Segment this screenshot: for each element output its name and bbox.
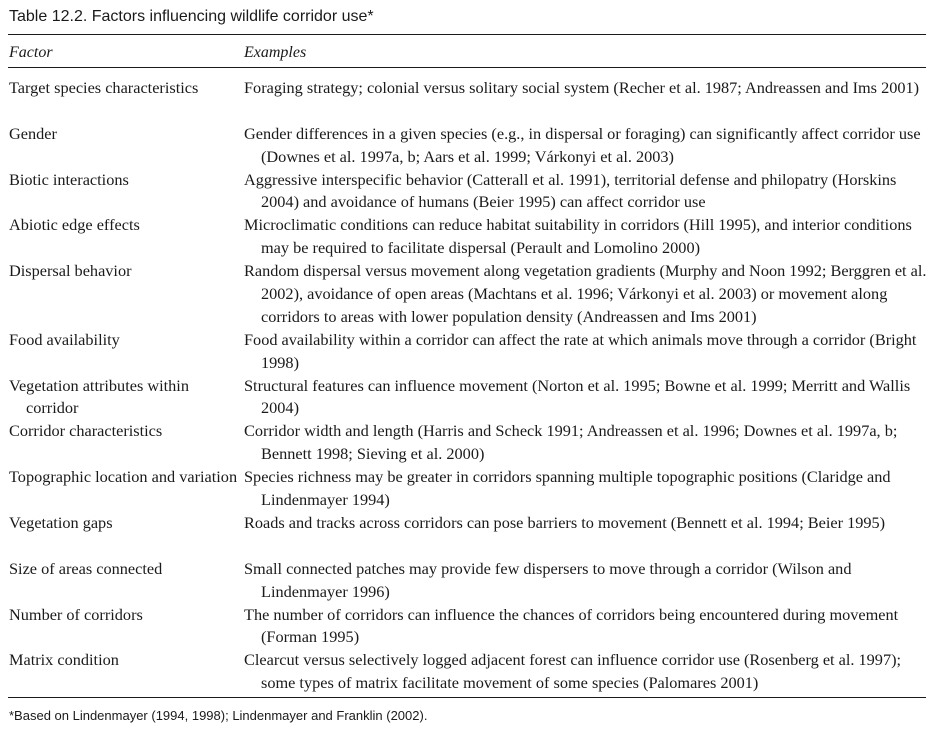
table-row — [0, 123, 945, 169]
factor-cell: Abiotic edge effects — [9, 215, 140, 235]
examples-cell: Foraging strategy; colonial versus solitary social system (Recher et al. 1987; Andreassen and Ims 2001) — [244, 78, 920, 97]
table-row — [0, 466, 945, 512]
table-row — [0, 604, 945, 650]
factor-cell: Dispersal behavior — [9, 261, 132, 281]
table-body — [0, 77, 945, 695]
factor-cell: Corridor characteristics — [9, 421, 163, 441]
table-row — [0, 214, 945, 260]
table-row — [0, 512, 945, 558]
factor-cell: Biotic interactions — [9, 169, 129, 189]
factor-cell: Size of areas connected — [9, 558, 163, 578]
bottom-rule — [8, 697, 926, 698]
examples-cell: Small connected patches may provide few dispersers to move through a corridor (Wilson and Lindenmayer 1996) — [244, 558, 852, 601]
examples-cell: Food availability within a corridor can affect the rate at which animals move through a corridor (Bright 1998) — [244, 329, 917, 372]
examples-cell: Structural features can influence movement (Norton et al. 1995; Bowne et al. 1999; Merritt and Wallis 2004) — [244, 375, 911, 418]
table-row — [0, 260, 945, 329]
factor-cell: Food availability — [9, 329, 120, 349]
factor-cell: Topographic location and variation — [9, 467, 238, 487]
table-caption: Table 12.2. Factors influencing wildlife corridor use* — [9, 8, 374, 25]
examples-cell: Corridor width and length (Harris and Scheck 1991; Andreassen et al. 1996; Downes et al. 1997a, b; Bennett 1998; Sieving et al. 2000) — [244, 421, 898, 464]
table-footnote: *Based on Lindenmayer (1994, 1998); Lindenmayer and Franklin (2002). — [9, 708, 428, 723]
examples-cell: Clearcut versus selectively logged adjacent forest can influence corridor use (Rosenberg et al. 1997); some types of matrix facilitate movement of some species (Palomares 2001) — [244, 650, 902, 693]
header-rule — [8, 67, 926, 68]
examples-cell: Roads and tracks across corridors can pose barriers to movement (Bennett et al. 1994; Beier 1995) — [244, 512, 886, 532]
table-row — [0, 375, 945, 421]
table-row — [0, 558, 945, 604]
table-row — [0, 649, 945, 695]
table-row — [0, 169, 945, 215]
factor-cell: Target species characteristics — [9, 78, 199, 97]
table-row — [0, 420, 945, 466]
factor-cell: Matrix condition — [9, 650, 119, 670]
examples-cell: Gender differences in a given species (e.g., in dispersal or foraging) can significantly affect corridor use (Downes et al. 1997a, b; Aars et al. 1999; Várkonyi et al. 2003) — [244, 123, 921, 166]
examples-cell: The number of corridors can influence the chances of corridors being encountered during movement (Forman 1995) — [244, 604, 899, 647]
factor-column-header: Factor — [9, 44, 53, 61]
factor-cell: Number of corridors — [9, 604, 143, 624]
examples-cell: Species richness may be greater in corridors spanning multiple topographic positions (Claridge and Lindenmayer 1994) — [244, 467, 891, 509]
examples-cell: Random dispersal versus movement along vegetation gradients (Murphy and Noon 1992; Berggren et al. 2002), avoidance of open areas (Machtans et al. 1996; Várkonyi et al. 2003) or movement along corridors to areas with lower population density (Andreassen and Ims 2001) — [244, 261, 927, 326]
factor-cell: Vegetation gaps — [9, 512, 113, 532]
examples-column-header: Examples — [244, 44, 307, 61]
top-rule — [8, 34, 926, 35]
examples-cell: Microclimatic conditions can reduce habitat suitability in corridors (Hill 1995), and interior conditions may be required to facilitate dispersal (Perault and Lomolino 2000) — [244, 215, 912, 258]
table-row — [0, 329, 945, 375]
table-row — [0, 77, 945, 123]
factor-cell: Gender — [9, 123, 57, 143]
factor-cell: Vegetation attributes within corridor — [9, 375, 189, 418]
examples-cell: Aggressive interspecific behavior (Catterall et al. 1991), territorial defense and philopatry (Horskins 2004) and avoidance of humans (Beier 1995) can affect corridor use — [244, 169, 897, 212]
